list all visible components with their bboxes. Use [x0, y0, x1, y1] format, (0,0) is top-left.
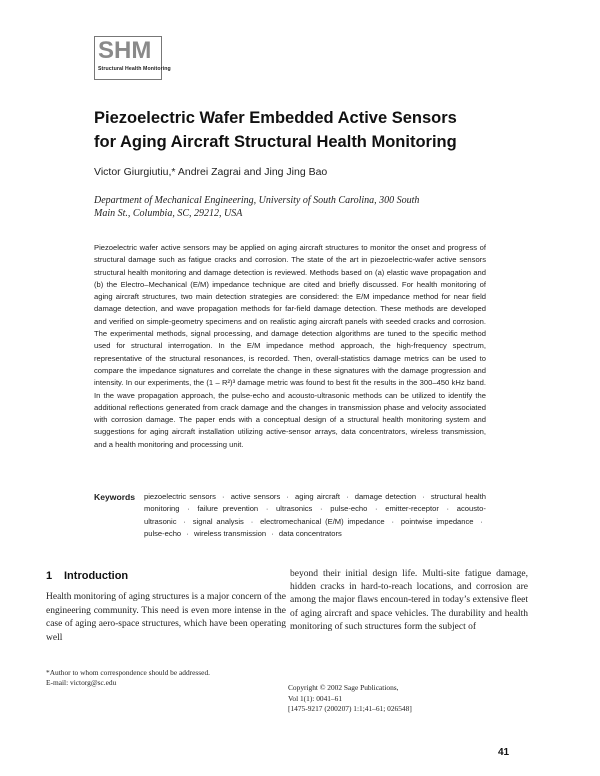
keyword-item: emitter-receptor — [385, 504, 439, 514]
keyword-separator: · — [183, 516, 186, 526]
title-line-2: for Aging Aircraft Structural Health Monitoring — [94, 133, 457, 151]
logo-subtitle: Structural Health Monitoring — [98, 66, 171, 72]
keywords-list — [144, 491, 486, 540]
keyword-separator: · — [186, 528, 189, 538]
keyword-item: damage detection — [354, 492, 417, 501]
keyword-separator: · — [286, 492, 289, 501]
body-left-column: Health monitoring of aging structures is a major concern of the engineering community. This need is even more intense in the case of aging aero-space structures, which have been operating well — [46, 592, 286, 644]
keyword-item: active sensors — [230, 492, 281, 501]
footnote-email: E-mail: victorg@sc.edu — [46, 678, 117, 687]
shm-logo — [94, 36, 171, 80]
keyword-item: data concentrators — [278, 528, 342, 538]
copyright-line-1: Copyright © 2002 Sage Publications, — [288, 683, 399, 692]
keyword-separator: · — [320, 504, 323, 514]
section-number: 1 — [46, 570, 53, 582]
keyword-separator: · — [250, 516, 254, 526]
keyword-item: ultrasonics — [276, 504, 313, 514]
keyword-item: wireless transmission — [193, 528, 267, 538]
copyright-block — [288, 683, 528, 715]
logo-text: SHM — [98, 37, 152, 64]
keyword-item: pulse-echo — [144, 528, 182, 538]
keywords-label: Keywords — [94, 492, 136, 502]
keyword-separator: · — [375, 504, 378, 514]
section-heading — [46, 570, 128, 582]
keyword-item: aging aircraft — [295, 492, 340, 501]
keyword-item: structural health monitoring — [144, 492, 486, 514]
keyword-separator: · — [446, 504, 450, 514]
keyword-item: acousto-ultrasonic — [144, 504, 486, 526]
authors: Victor Giurgiutiu,* Andrei Zagrai and Jing Jing Bao — [94, 166, 328, 178]
affiliation-line-2: Main St., Columbia, SC, 29212, USA — [94, 208, 243, 219]
keyword-item: pointwise impedance — [400, 516, 474, 526]
keyword-item: failure prevention — [197, 504, 259, 514]
footnote-line-1: *Author to whom correspondence should be addressed. — [46, 668, 210, 677]
keyword-separator: · — [187, 504, 190, 514]
copyright-line-2: Vol 1(1): 0041–61 — [288, 693, 343, 703]
keyword-item: electromechanical (E/M) impedance — [260, 516, 385, 526]
body-right-column: beyond their initial design life. Multi-site fatigue damage, hidden cracks in hard-to-reach locations, and corrosion are among the major flaws encoun-tered in today’s extensive fleet of aging aircraft and space vehicles. The durability and health monitoring of such structures form the subject of — [290, 569, 528, 632]
section-title: Introduction — [64, 570, 129, 582]
keyword-separator: · — [222, 492, 225, 501]
keyword-separator: · — [265, 504, 269, 514]
keyword-item: pulse-echo — [330, 504, 368, 514]
keyword-separator: · — [271, 528, 274, 538]
title-line-1: Piezoelectric Wafer Embedded Active Sensors — [94, 109, 457, 127]
paper-title — [94, 106, 514, 154]
affiliation — [94, 194, 514, 220]
keyword-separator: · — [422, 492, 425, 501]
keyword-separator: · — [391, 516, 395, 526]
keyword-separator: · — [346, 492, 349, 501]
page-number: 41 — [498, 747, 510, 758]
abstract: Piezoelectric wafer active sensors may be applied on aging aircraft structures to monitor the onset and progress of structural damage such as fatigue cracks and corrosion. The state of the art in piezoelectric-wafer active sensors structural health monitoring and damage detection is reviewed. Methods based on (a) elastic wave propagation and (b) the Electro–Mechanical (E/M) impedance technique are cited and briefly discussed. For health monitoring of aging aircraft structures, two main detection strategies are considered: the E/M impedance method for near field damage detection, and wave propagation methods for far-field damage detection. These methods are developed and verified on simple-geometry specimens and on realistic aging aircraft panels with seeded cracks and corrosion. The experimental methods, signal processing, and damage detection algorithms are tuned to the specific method used for structural interrogation. In the E/M impedance method approach, the high-frequency spectrum, representative of the structural resonances, is recorded. Then, overall-statistics damage metrics can be used to compare the impedance signatures and correlate the change in these signatures with the damage progression and intensity. In our experiments, the (1 – R²)³ damage metric was found to best fit the results in the 300–450 kHz band. In the wave propagation approach, the pulse-echo and acousto-ultrasonic methods can be utilized to identify the additional reflections generated from crack damage and the changes in transmission phase and velocity associated with corrosion damage. The paper ends with a conceptual design of a structural health monitoring system and suggestions for aging aircraft installation utilizing active-sensor arrays, data concentrators, wireless transmission, and a health monitoring and processing unit. — [94, 243, 486, 449]
copyright-line-3: [1475-9217 (200207) 1:1;41–61; 026548] — [288, 704, 412, 713]
keyword-item: signal analysis — [192, 516, 244, 526]
affiliation-line-1: Department of Mechanical Engineering, University of South Carolina, 300 South — [94, 195, 420, 206]
keyword-item: piezoelectric sensors — [144, 492, 216, 501]
footnote — [46, 668, 276, 688]
keyword-separator: · — [480, 516, 483, 526]
